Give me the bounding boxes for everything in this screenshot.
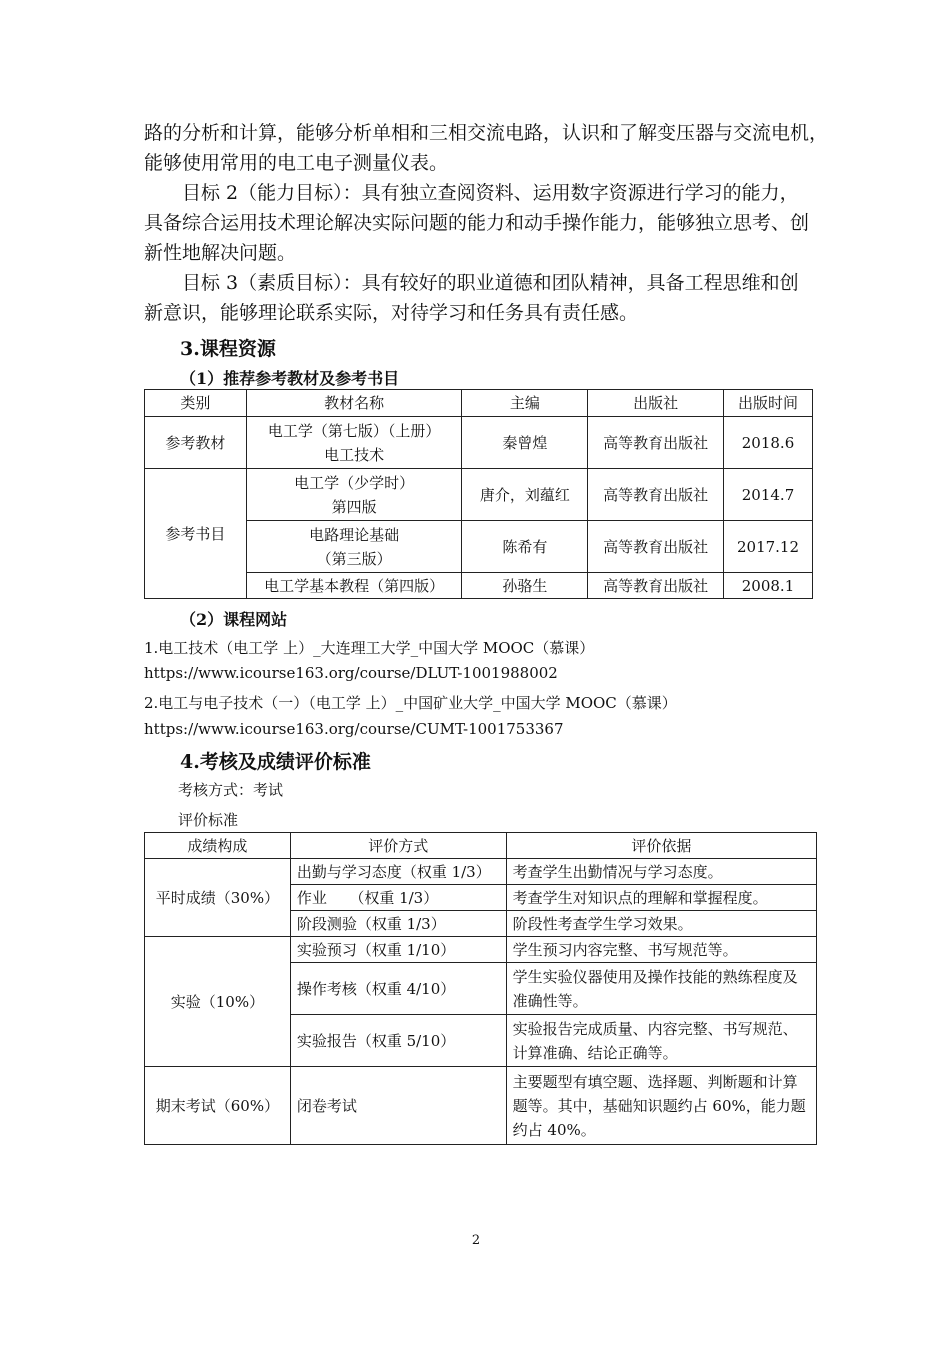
grading-table (144, 832, 817, 1145)
book-name-cell (246, 417, 462, 469)
editor-cell: 秦曾煌 (462, 417, 588, 469)
website-title: 2.电工与电子技术（一）（电工学 上）_中国矿业大学_中国大学 MOOC（慕课） (144, 694, 677, 712)
basis-cell: 学生预习内容完整、书写规范等。 (506, 937, 816, 963)
method-cell: 闭卷考试 (290, 1067, 506, 1145)
year-cell: 2014.7 (724, 469, 813, 521)
publisher-cell: 高等教育出版社 (588, 521, 724, 573)
column-header: 出版时间 (724, 390, 813, 417)
column-header: 评价方式 (290, 833, 506, 859)
table-row (145, 417, 813, 469)
text-line: 能够使用常用的电工电子测量仪表。 (144, 152, 449, 174)
text-line: 路的分析和计算，能够分析单相和三相交流电路，认识和了解变压器与交流电机， (144, 122, 829, 144)
table-header-row (145, 833, 817, 859)
websites-subheading: （2）课程网站 (180, 610, 288, 629)
method-cell: 出勤与学习态度（权重 1/3） (290, 859, 506, 885)
column-header: 成绩构成 (145, 833, 291, 859)
text-line: 目标 3（素质目标）：具有较好的职业道德和团队精神，具备工程思维和创 (182, 272, 799, 294)
year-cell: 2008.1 (724, 573, 813, 599)
method-cell: 实验预习（权重 1/10） (290, 937, 506, 963)
method-cell: 操作考核（权重 4/10） (290, 963, 506, 1015)
method-cell: 作业 （权重 1/3） (290, 885, 506, 911)
book-name-line: 电工学（第七版）（上册） (267, 421, 441, 440)
book-name-line: 电路理论基础 (309, 525, 400, 544)
column-header: 出版社 (588, 390, 724, 417)
editor-cell: 孙骆生 (462, 573, 588, 599)
section-3-heading: 3.课程资源 (180, 338, 276, 360)
year-cell: 2017.12 (724, 521, 813, 573)
publisher-cell: 高等教育出版社 (588, 469, 724, 521)
basis-cell: 阶段性考查学生学习效果。 (506, 911, 816, 937)
goal-3-paragraph (144, 268, 814, 328)
category-cell: 参考书目 (145, 469, 247, 599)
table-row (145, 859, 817, 885)
text-line: 新性地解决问题。 (144, 242, 297, 264)
method-cell: 实验报告（权重 5/10） (290, 1015, 506, 1067)
grade-component-cell: 期末考试（60%） (145, 1067, 291, 1145)
column-header: 教材名称 (246, 390, 462, 417)
book-name-line: 电工学（少学时） (294, 473, 415, 492)
year-cell: 2018.6 (724, 417, 813, 469)
book-name-cell (246, 521, 462, 573)
table-row (145, 1067, 817, 1145)
assessment-method: 考核方式：考试 (178, 781, 284, 799)
column-header: 主编 (462, 390, 588, 417)
website-link[interactable]: https://www.icourse163.org/course/CUMT-1001753367 (144, 720, 564, 738)
editor-cell: 唐介，刘蕴红 (462, 469, 588, 521)
criteria-label: 评价标准 (178, 811, 239, 829)
basis-cell: 考查学生出勤情况与学习态度。 (506, 859, 816, 885)
grade-component-cell: 实验（10%） (145, 937, 291, 1067)
grade-component-cell: 平时成绩（30%） (145, 859, 291, 937)
page-number: 2 (471, 1233, 481, 1248)
books-subheading: （1）推荐参考教材及参考书目 (180, 369, 400, 388)
text-line: 具备综合运用技术理论解决实际问题的能力和动手操作能力，能够独立思考、创 (144, 212, 810, 234)
table-row (145, 937, 817, 963)
editor-cell: 陈希有 (462, 521, 588, 573)
website-title: 1.电工技术（电工学 上）_大连理工大学_中国大学 MOOC（慕课） (144, 639, 595, 657)
publisher-cell: 高等教育出版社 (588, 573, 724, 599)
book-name-line: （第三版） (316, 549, 392, 568)
website-link[interactable]: https://www.icourse163.org/course/DLUT-1001988002 (144, 664, 558, 682)
book-name-line: 电工技术 (324, 445, 385, 464)
text-line: 新意识，能够理论联系实际，对待学习和任务具有责任感。 (144, 302, 639, 324)
books-table (144, 389, 813, 599)
basis-cell: 考查学生对知识点的理解和掌握程度。 (506, 885, 816, 911)
intro-paragraph (144, 118, 829, 178)
section-4-heading: 4.考核及成绩评价标准 (180, 751, 371, 773)
table-row (145, 469, 813, 521)
book-name-cell: 电工学基本教程（第四版） (246, 573, 462, 599)
basis-cell: 学生实验仪器使用及操作技能的熟练程度及准确性等。 (506, 963, 816, 1015)
category-cell: 参考教材 (145, 417, 247, 469)
book-name-cell (246, 469, 462, 521)
goal-2-paragraph (144, 178, 814, 268)
basis-cell: 实验报告完成质量、内容完整、书写规范、计算准确、结论正确等。 (506, 1015, 816, 1067)
column-header: 评价依据 (506, 833, 816, 859)
method-cell: 阶段测验（权重 1/3） (290, 911, 506, 937)
text-line: 目标 2（能力目标）：具有独立查阅资料、运用数字资源进行学习的能力， (182, 182, 799, 204)
column-header: 类别 (145, 390, 247, 417)
publisher-cell: 高等教育出版社 (588, 417, 724, 469)
table-header-row (145, 390, 813, 417)
book-name-line: 第四版 (331, 497, 377, 516)
basis-cell: 主要题型有填空题、选择题、判断题和计算题等。其中，基础知识题约占 60%，能力题约占 40%。 (506, 1067, 816, 1145)
